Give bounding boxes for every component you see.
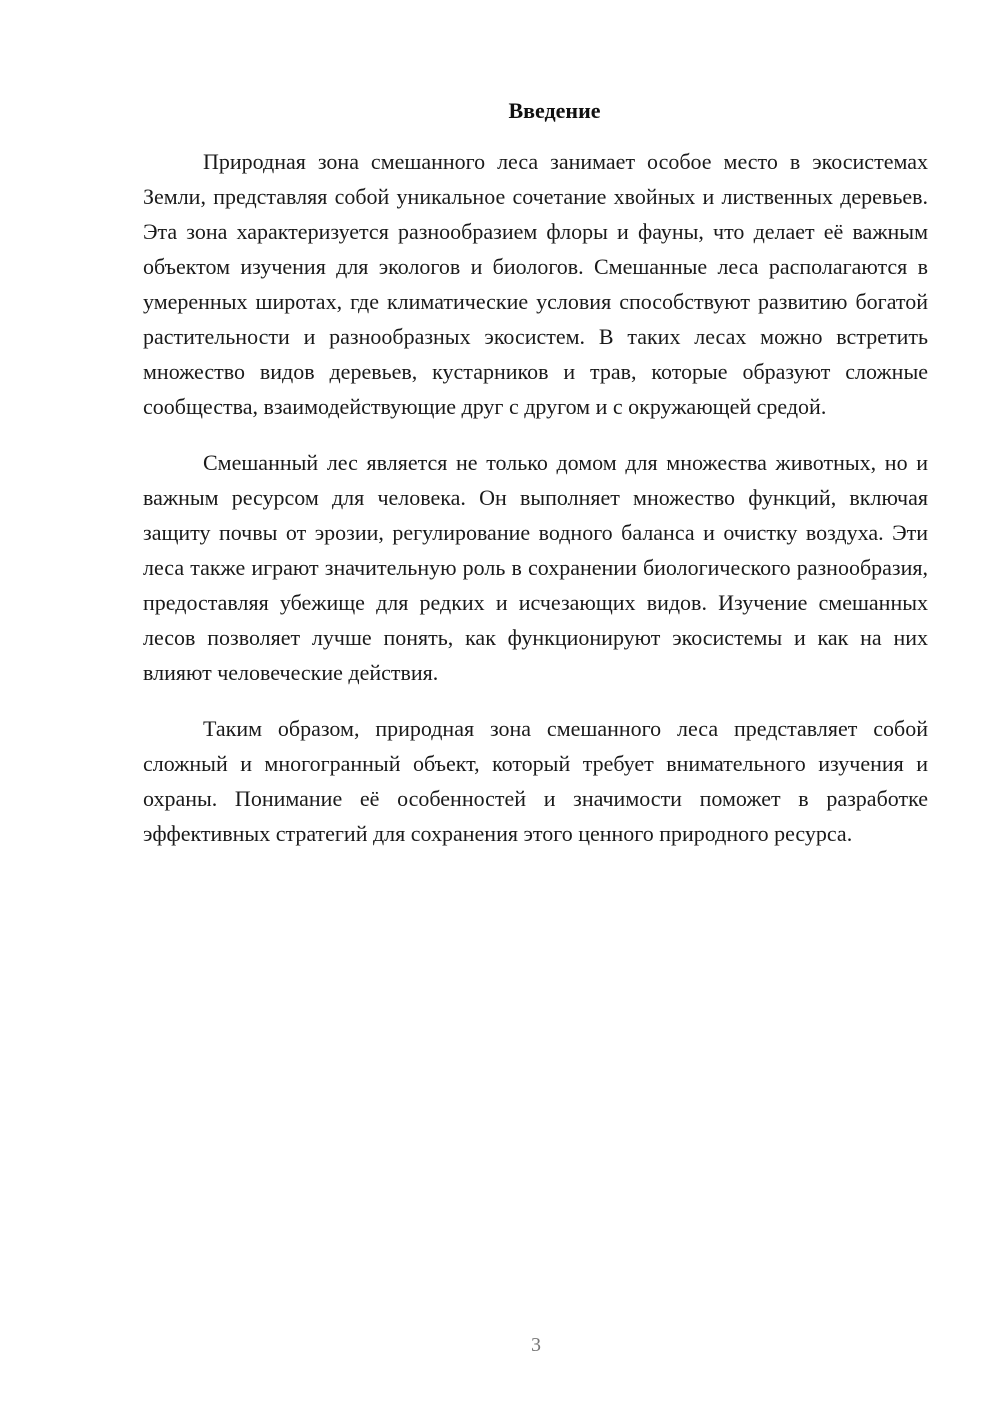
page-content: [143, 96, 928, 872]
paragraph-2: Смешанный лес является не только домом для множества животных, но и важным ресурсом для человека. Он выполняет множество функций, включая защиту почвы от эрозии, регулирование водного баланса и очистку воздуха. Эти леса также играют значительную роль в сохранении биологического разнообразия, предоставляя убежище для редких и исчезающих видов. Изучение смешанных лесов позволяет лучше понять, как функционируют экосистемы и как на них влияют человеческие действия.: [143, 450, 928, 685]
paragraph-1: Природная зона смешанного леса занимает особое место в экосистемах Земли, представляя собой уникальное сочетание хвойных и лиственных деревьев. Эта зона характеризуется разнообразием флоры и фауны, что делает её важным объектом изучения для экологов и биологов. Смешанные леса располагаются в умеренных широтах, где климатические условия способствуют развитию богатой растительности и разнообразных экосистем. В таких лесах можно встретить множество видов деревьев, кустарников и трав, которые образуют сложные сообщества, взаимодействующие друг с другом и с окружающей средой.: [143, 149, 928, 419]
paragraph-3: Таким образом, природная зона смешанного леса представляет собой сложный и многогранный объект, который требует внимательного изучения и охраны. Понимание её особенностей и значимости поможет в разработке эффективных стратегий для сохранения этого ценного природного ресурса.: [143, 716, 928, 846]
page-number: 3: [531, 1334, 541, 1356]
section-heading: Введение: [508, 98, 601, 123]
